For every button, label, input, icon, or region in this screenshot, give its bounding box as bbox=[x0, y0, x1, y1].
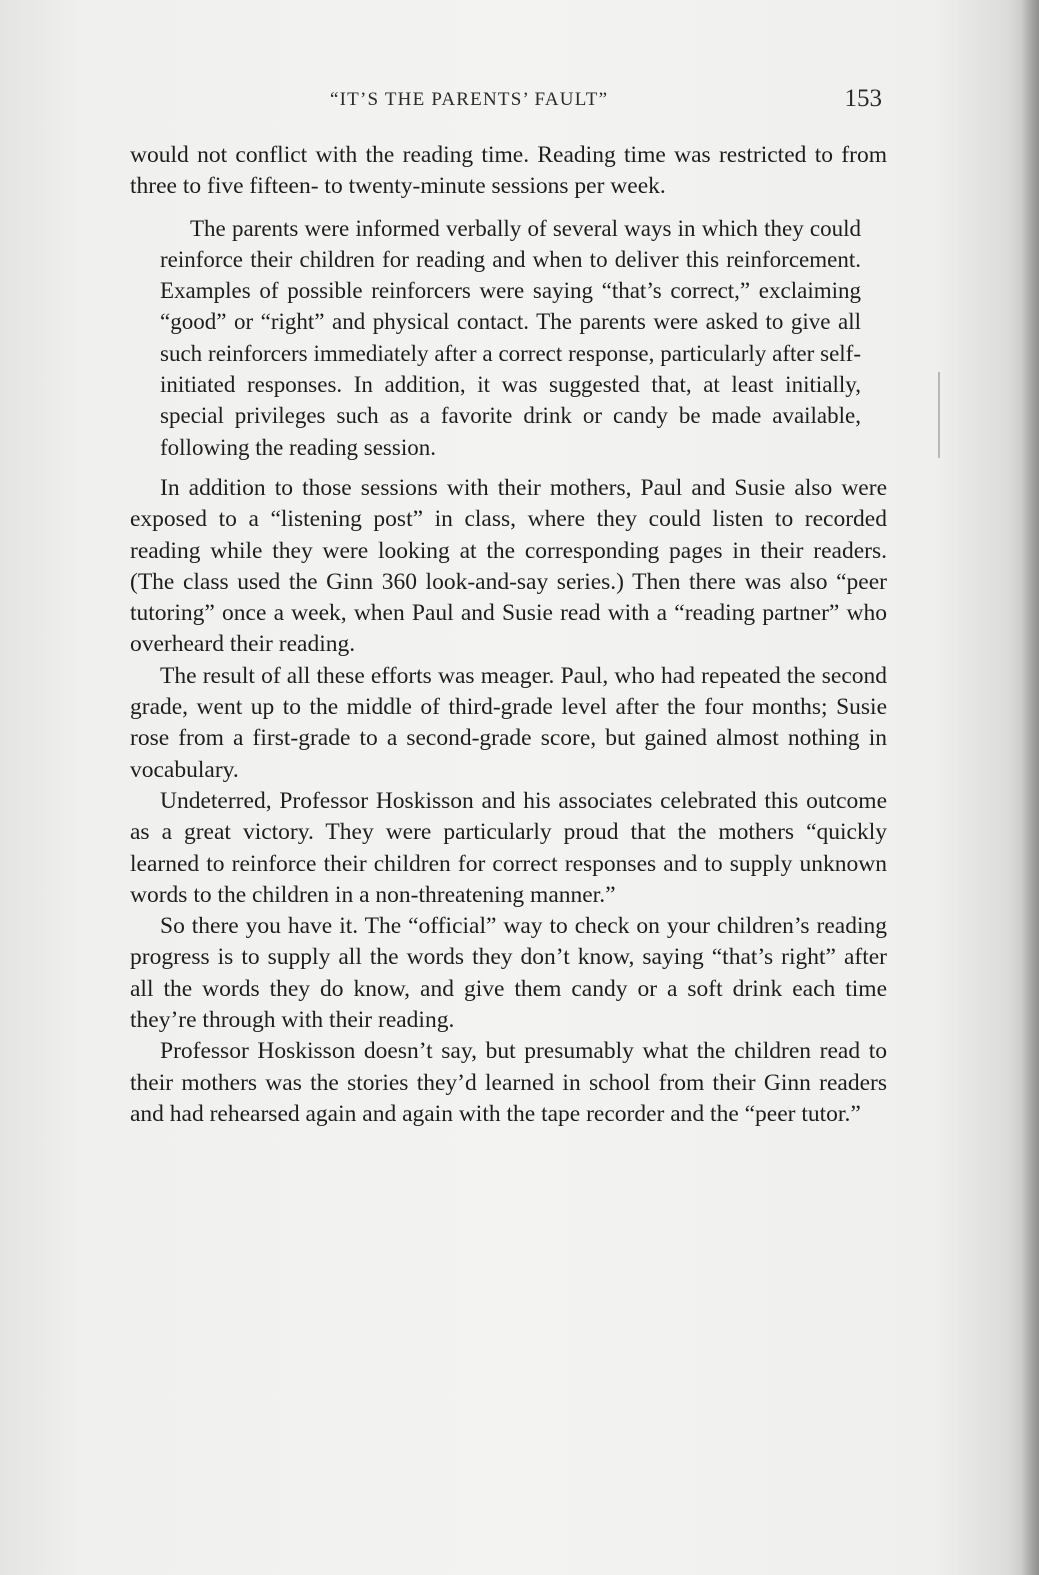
paragraph-3: The result of all these efforts was meager. Paul, who had repeated the second grade, went up to the middle of third-grade level after the four months; Susie rose from a first-grade to a second-grade score, but gained almost nothing in vocabulary. bbox=[130, 662, 887, 783]
running-head bbox=[130, 85, 882, 119]
paragraph-6: Professor Hoskisson doesn’t say, but presumably what the children read to their mothers was the stories they’d learned in school from their Ginn readers and had rehearsed again and again with the tape recorder and the “peer tutor.” bbox=[130, 1038, 887, 1127]
body-text bbox=[130, 140, 887, 1130]
margin-mark bbox=[938, 372, 940, 458]
spine-shadow bbox=[1021, 0, 1039, 1575]
paragraph-1: would not conflict with the reading time. Reading time was restricted to from three to five fifteen- to twenty-minute sessions per week. bbox=[130, 142, 887, 200]
paragraph-4: Undeterred, Professor Hoskisson and his associates celebrated this outcome as a great victory. They were particularly proud that the mothers “quickly learned to reinforce their children for correct responses and to supply unknown words to the children in a non-threatening manner.” bbox=[130, 787, 887, 908]
running-title: “IT’S THE PARENTS’ FAULT” bbox=[330, 89, 609, 110]
paragraph-2: In addition to those sessions with their mothers, Paul and Susie also were exposed to a “listening post” in class, where they could listen to recorded reading while they were looking at the corresponding pages in their readers. (The class used the Ginn 360 look-and-say series.) Then there was also “peer tutoring” once a week, when Paul and Susie read with a “reading partner” who overheard their reading. bbox=[130, 474, 887, 658]
block-quote: The parents were informed verbally of several ways in which they could reinforce their children for reading and when to deliver this reinforcement. Examples of possible reinforcers were saying “that’s correct,” exclaiming “good” or “right” and physical contact. The parents were asked to give all such reinforcers immediately after a correct response, particularly after self-initiated responses. In addition, it was suggested that, at least initially, special privileges such as a favorite drink or candy be made available, following the reading session. bbox=[160, 215, 861, 460]
paragraph-5: So there you have it. The “official” way to check on your children’s reading progress is to supply all the words they don’t know, saying “that’s right” after all the words they do know, and give them candy or a soft drink each time they’re through with their reading. bbox=[130, 913, 887, 1034]
page-number: 153 bbox=[844, 85, 882, 112]
